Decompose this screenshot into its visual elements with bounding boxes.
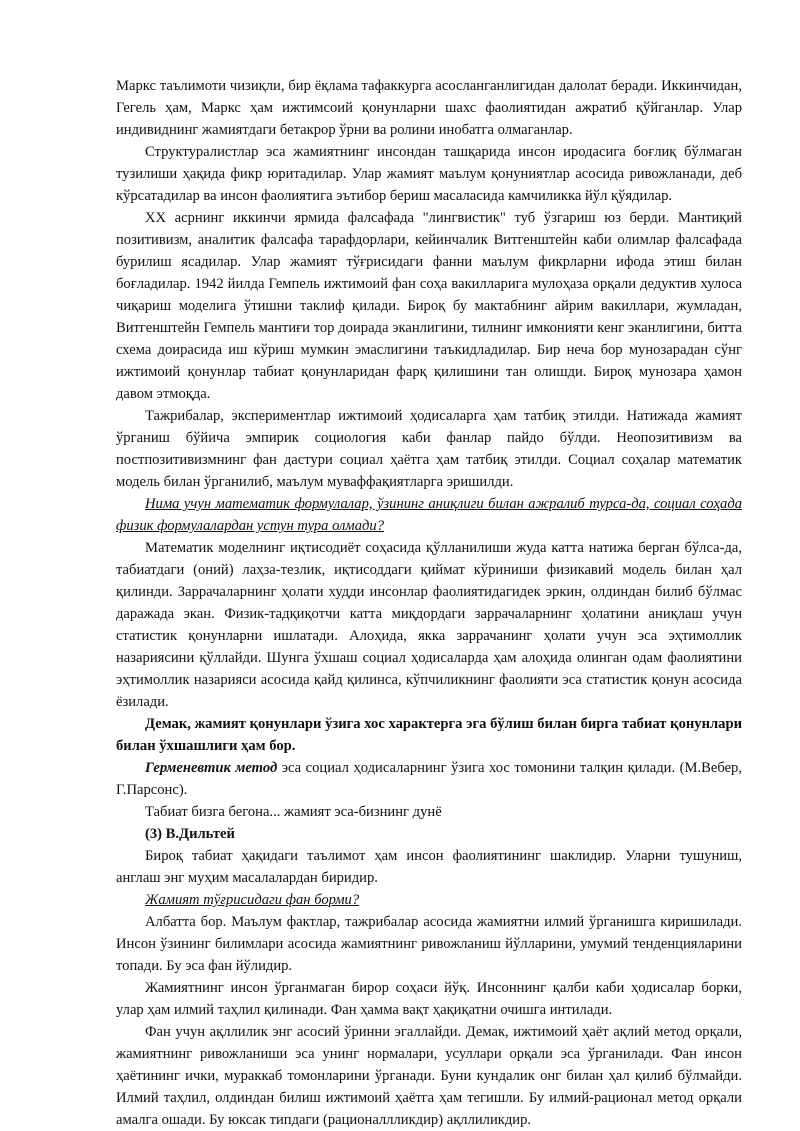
quote-nature-alien: Табиат бизга бегона... жамият эса-бизнинг дунё xyxy=(145,804,442,820)
paragraph-no-unstudied-area: Жамиятнинг инсон ўрганмаган бирор соҳаси йўқ. Инсоннинг қалби каби ҳодисалар борки, улар ҳам илмий таҳлил қилинади. Фан ҳамма вақт ҳақиқатни очишга интилади. xyxy=(116,980,742,1018)
paragraph-nature-teaching: Бироқ табиат ҳақидаги таълимот ҳам инсон фаолиятининг шаклидир. Уларни тушуниш, англаш энг муҳим масалалардан биридир. xyxy=(116,848,742,886)
paragraph-hermeneutic xyxy=(116,757,742,801)
quote-attribution-dilthey: (3) В.Дильтей xyxy=(145,826,235,842)
paragraph-conclusion-bold: Демак, жамият қонунлари ўзига хос характерга эга бўлиш билан бирга табиат қонунлари билан ўхшашлиги ҳам бор. xyxy=(116,716,742,754)
paragraph-rationality: Фан учун ақллилик энг асосий ўринни эгаллайди. Демак, ижтимоий ҳаёт ақлий метод орқали, жамиятнинг ривожланиши эса унинг нормалари, усуллари орқали эса ўрганилади. Фан инсон ҳаётининг ички, мураккаб томонларини ўрганади. Буни кундалик онг билан ҳал қилиб бўлмайди. Илмий таҳлил, олдиндан билиш ижтимоий ҳаётга ҳам тегишли. Бу илмий-рационал метод орқали амалга ошади. Бу юксак типдаги (рационаллликдир) ақллиликдир. xyxy=(116,1024,742,1128)
document-page xyxy=(116,75,742,1131)
hermeneutic-method-term: Герменевтик метод xyxy=(145,760,278,776)
paragraph-of-course: Албатта бор. Маълум фактлар, тажрибалар асосида жамиятни илмий ўрганишга киришилади. Инсон ўзининг билимлари асосида жамиятнинг ривожланиш йўлларини, умумий тенденцияларини топади. Бу эса фан йўлидир. xyxy=(116,914,742,974)
hermeneutic-method-text: эса социал ҳодисаларнинг ўзига хос томонини талқин қилади. (М.Вебер, Г.Парсонс). xyxy=(116,760,742,798)
paragraph-linguistic-turn: XX асрнинг иккинчи ярмида фалсафада "лингвистик" туб ўзгариш юз берди. Мантиқий позитивизм, аналитик фалсафа тарафдорлари, кейинчалик Витгенштейн каби олимлар фалсафада бурилиш ясадилар. Улар жамият тўғрисидаги фанни маълум фикрларни ифода этиш билан боғладилар. 1942 йилда Гемпель ижтимоий фан соҳа вакилларига мулоҳаза орқали дедуктив хулоса чиқариш моделига ўтишни таклиф қилади. Бироқ бу мактабнинг айрим вакиллари, жумладан, Витгенштейн Гемпель мантиғи тор доирада эканлигини, тилнинг имконияти кенг эканлигини, битта схема доирасида иш кўриш мумкин эмаслигини таъкидладилар. Бир неча бор мунозарадан сўнг ижтимоий қонунлар табиат қонунларидан фарқ қилишини тан олишди. Бироқ мунозара ҳамон давом этмоқда. xyxy=(116,210,742,402)
question-math-formulas: Нима учун математик формулалар, ўзининг аниқлиги билан ажралиб турса-да, социал соҳада физик формулалардан устун тура олмади? xyxy=(116,496,742,534)
paragraph-structuralists: Структуралистлар эса жамиятнинг инсондан ташқарида инсон иродасига боғлиқ бўлмаган тузилиши ҳақида фикр юритадилар. Улар жамият маълум қонуниятлар асосида ривожланади, деб кўрсатадилар ва инсон фаолиятига эътибор бериш масаласида камчиликка йўл қўядилар. xyxy=(116,144,742,204)
paragraph-marx-critique: Маркс таълимоти чизиқли, бир ёқлама тафаккурга асосланганлигидан далолат беради. Иккинчидан, Гегель ҳам, Маркс ҳам ижтимсоий қонунларни шахс фаолиятидан ажратиб қўйганлар. Улар индивиднинг жамиятдаги бетакрор ўрни ва ролини инобатга олмаганлар. xyxy=(116,78,742,138)
paragraph-math-model: Математик моделнинг иқтисодиёт соҳасида қўлланилиши жуда катта натижа берган бўлса-да, табиатдаги (оний) лаҳза-тезлик, иқтисоддаги қиймат кўриниши физикавий модель билан ҳал қилинди. Заррачаларнинг ҳолати худди инсонлар фаолиятидагидек эркин, олдиндан билиб бўлмас даражада экан. Физик-тадқиқотчи катта миқдордаги заррачаларнинг ҳолатини аниқлаш учун статистик қонунларни ишлатади. Алоҳида, якка заррачанинг ҳолати учун эса эҳтимоллик назариясини қўллайди. Шунга ўхшаш социал ҳодисаларда ҳам алоҳида олинган одам фаолиятини эҳтимоллик назарияси асосида қайд қилинса, кўпчиликнинг фаолияти эса статистик қонун асосида ёзилади. xyxy=(116,540,742,710)
paragraph-experiments: Тажрибалар, экспериментлар ижтимоий ҳодисаларга ҳам татбиқ этилди. Натижада жамият ўрганиш бўйича эмпирик социология каби фанлар пайдо бўлди. Неопозитивизм ва постпозитивизмнинг фан дастури социал ҳаётга ҳам татбиқ этилди. Социал соҳалар математик модель билан ўрганилиб, маълум муваффақиятларга эришилди. xyxy=(116,408,742,490)
question-society-science: Жамият тўғрисидаги фан борми? xyxy=(145,892,360,908)
